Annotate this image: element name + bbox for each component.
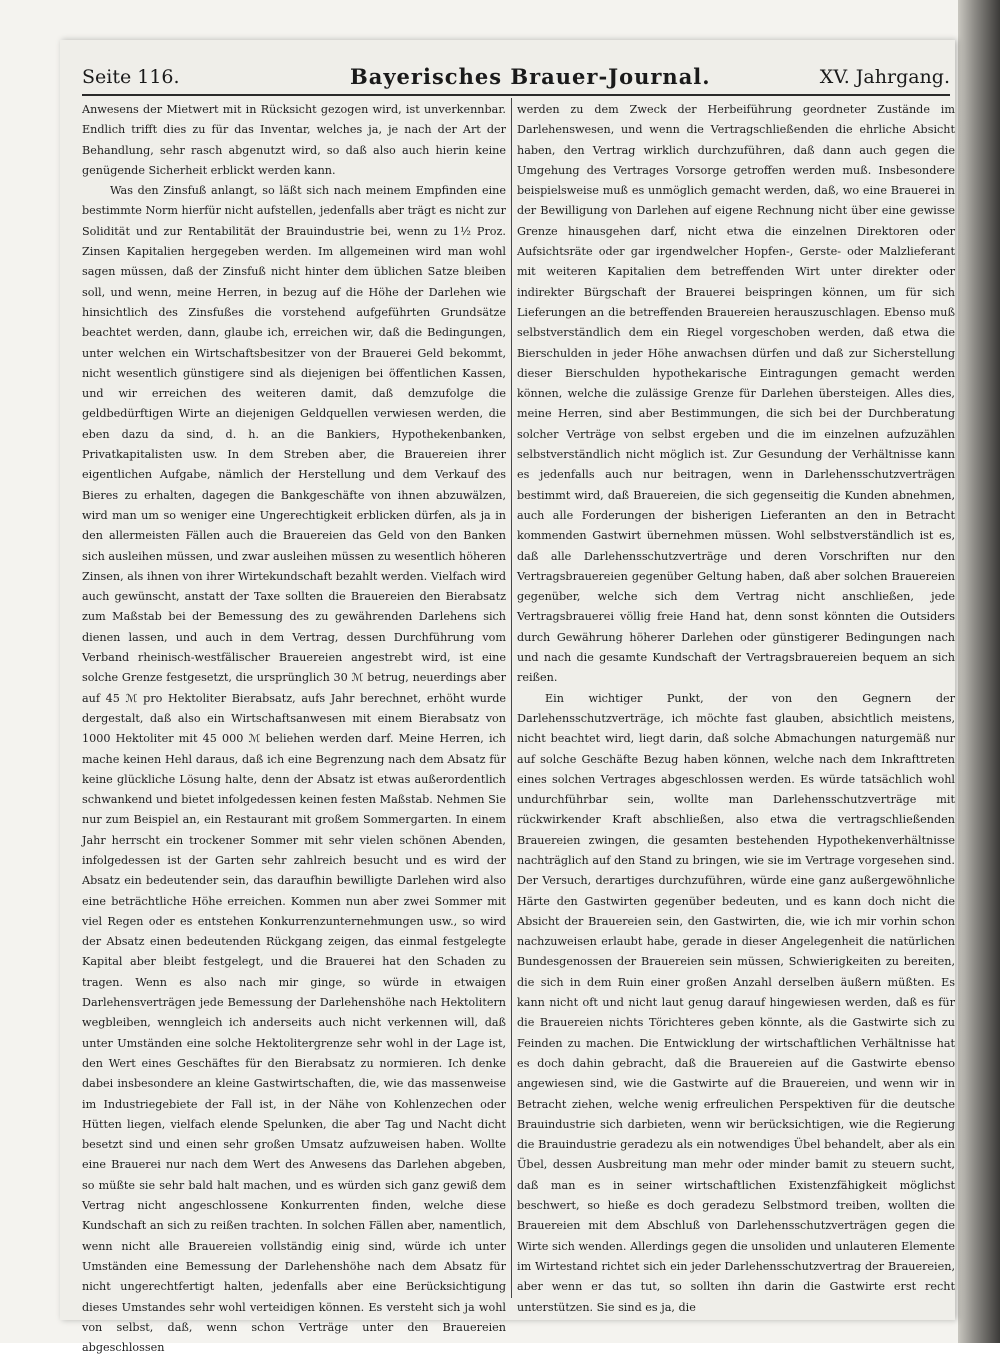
journal-title: Bayerisches Brauer-Journal.: [350, 64, 711, 89]
scan-edge-shadow: [958, 0, 1000, 1343]
right-paragraph-2: Ein wichtiger Punkt, der von den Gegnern der Darlehensschutzverträge, ich möchte fast glauben, absichtlich meistens, nicht beachtet wird, liegt darin, daß solche Abmachungen naturgemäß nur auf solche Geschäfte Bezug haben können, welche nach dem Inkrafttreten eines solchen Vertrages abgeschlossen werden. Es würde tatsächlich wohl undurchführbar sein, wollte man Darlehensschutzverträge mit rückwirkender Kraft abschließen, also etwa die vertragschließenden Brauereien zwingen, die gesamten bestehenden Hypothekenverhältnisse nachträglich auf den Stand zu bringen, wie sie im Vertrage vorgesehen sind. Der Versuch, derartiges durchzuführen, würde eine ganz außergewöhnliche Härte den Gastwirten gegenüber bedeuten, und es kann doch nicht die Absicht der Brauereien sein, den Gastwirten, die, wie ich mir vorhin schon nachzuweisen erlaubt habe, gerade in dieser Angelegenheit die natürlichen Bundesgenossen der Brauereien sein müssen, Schwierigkeiten zu bereiten, die sich in dem Ruin einer großen Anzahl derselben äußern müßten. Es kann nicht oft und nicht laut genug darauf hingewiesen werden, daß es für die Brauereien nichts Törichteres geben könnte, als die Gastwirte sich zu Feinden zu machen. Die Entwicklung der wirtschaftlichen Verhältnisse hat es doch dahin gebracht, daß die Brauereien auf die Gastwirte ebenso angewiesen sind, wie die Gastwirte auf die Brauereien, und wenn wir in Betracht ziehen, welche wenig erfreulichen Perspektiven für die deutsche Brauindustrie sich darbieten, wenn wir berücksichtigen, wie die Regierung die Brauindustrie geradezu als ein notwendiges Übel behandelt, aber als ein Übel, dessen Ausbreitung man mehr oder minder bamit zu steuern sucht, daß man es in seiner wirtschaftlichen Existenzfähigkeit möglichst beschwert, so hieße es doch geradezu Selbstmord treiben, wollten die Brauereien mit dem Abschluß von Darlehensschutzverträgen gegen die Wirte sich wenden. Allerdings gegen die unsoliden und unlauteren Elemente im Wirtestand richtet sich ein jeder Darlehensschutzvertrag der Brauereien, aber wenn er das tut, so sollten ihn darin die Gastwirte erst recht unterstützen. Sie sind es ja, die: [517, 691, 955, 1314]
left-paragraph-1: Anwesens der Mietwert mit in Rücksicht gezogen wird, ist unverkennbar. Endlich trifft dies zu für das Inventar, welches ja, je nach der Art der Behandlung, sehr rasch abgenutzt wird, so daß also auch hierin keine genügende Sicherheit erblickt werden kann.: [82, 103, 506, 177]
right-paragraph-1: werden zu dem Zweck der Herbeiführung geordneter Zustände im Darlehenswesen, und wenn die Vertragschließenden die ehrliche Absicht haben, den Vertrag wirklich durchzuführen, daß dann auch gegen die Umgehung des Vertrages Vorsorge getroffen werden muß. Insbesondere beispielsweise muß es unmöglich gemacht werden, daß, wo eine Brauerei in der Bewilligung von Darlehen auf eigene Rechnung nicht über eine gewisse Grenze hinausgehen darf, nicht etwa die einzelnen Direktoren oder Aufsichtsräte oder gar irgendwelcher Hopfen-, Gerste- oder Malzlieferant mit weiteren Kapitalien dem betreffenden Wirt unter direkter oder indirekter Bürgschaft der Brauerei beispringen können, um für sich Lieferungen an die betreffenden Brauereien herauszuschlagen. Ebenso muß selbstverständlich dem ein Riegel vorgeschoben werden, daß etwa die Bierschulden in jeder Höhe anwachsen dürfen und daß zur Sicherstellung dieser Bierschulden hypothekarische Eintragungen gemacht werden können, welche die zulässige Grenze für Darlehen übersteigen. Alles dies, meine Herren, sind aber Bestimmungen, die sich bei der Durchberatung solcher Verträge von selbst ergeben und die im einzelnen aufzuzählen selbstverständlich nicht möglich ist. Zur Gesundung der Verhältnisse kann es jedenfalls auch nur beitragen, wenn in Darlehensschutzverträgen bestimmt wird, daß Brauereien, die sich gegenseitig die Kunden abnehmen, auch alle Forderungen der bisherigen Lieferanten an den in Betracht kommenden Gastwirt übernehmen müssen. Wohl selbstverständlich ist es, daß alle Darlehensschutzverträge und deren Vorschriften nur den Vertragsbrauereien gegenüber Geltung haben, daß aber solchen Brauereien gegenüber, welche sich dem Vertrag nicht anschließen, jede Vertragsbrauerei völlig freie Hand hat, denn sonst könnten die Outsiders durch Gewährung höherer Darlehen oder günstigerer Bedingungen nach und nach die gesamte Kundschaft der Vertragsbrauereien bequem an sich reißen.: [517, 103, 955, 685]
right-column: [517, 100, 955, 1314]
left-column: [82, 100, 506, 1355]
page-number: Seite 116.: [82, 66, 180, 88]
left-paragraph-2: Was den Zinsfuß anlangt, so läßt sich nach meinem Empfinden eine bestimmte Norm hierfür nicht aufstellen, jedenfalls aber trägt es nicht zur Solidität und zur Rentabilität der Brauindustrie bei, wenn zu 1½ Proz. Zinsen Kapitalien hergegeben werden. Im allgemeinen wird man wohl sagen müssen, daß der Zinsfuß nicht hinter dem üblichen Satze bleiben soll, und wenn, meine Herren, in bezug auf die Höhe der Darlehen wie hinsichtlich des Zinsfußes die vorstehend aufgeführten Grundsätze beachtet werden, dann, glaube ich, erreichen wir, daß die Bedingungen, unter welchen ein Wirtschaftsbesitzer von der Brauerei Geld bekommt, nicht wesentlich günstigere sind als diejenigen bei öffentlichen Kassen, und wir erreichen des weiteren damit, daß demzufolge die geldbedürftigen Wirte an diejenigen Geldquellen verwiesen werden, die eben dazu da sind, d. h. an die Bankiers, Hypothekenbanken, Privatkapitalisten usw. In dem Streben aber, die Brauereien ihrer eigentlichen Aufgabe, nämlich der Herstellung und dem Verkauf des Bieres zu erhalten, dagegen die Bankgeschäfte von ihnen abzuwälzen, wird man um so weniger eine Ungerechtigkeit erblicken dürfen, als ja in den allermeisten Fällen auch die Brauereien das Geld von den Banken sich ausleihen müssen, und zwar ausleihen müssen zu wesentlich höheren Zinsen, als ihnen von ihrer Wirtekundschaft bezahlt werden. Vielfach wird auch gewünscht, anstatt der Taxe sollten die Brauereien den Bierabsatz zum Maßstab bei der Bemessung des zu gewährenden Darlehens sich dienen lassen, und auch in dem Vertrag, dessen Durchführung vom Verband rheinisch-westfälischer Brauereien angestrebt wird, ist eine solche Grenze festgesetzt, die ursprünglich 30 ℳ betrug, neuerdings aber auf 45 ℳ pro Hektoliter Bierabsatz, aufs Jahr berechnet, erhöht wurde dergestalt, daß also ein Wirtschaftsanwesen mit einem Bierabsatz von 1000 Hektoliter mit 45 000 ℳ beliehen werden darf. Meine Herren, ich mache keinen Hehl daraus, daß ich eine Begrenzung nach dem Absatz für keine glückliche Lösung halte, denn der Absatz ist etwas außerordentlich schwankend und bietet infolgedessen keinen festen Maßstab. Nehmen Sie nur zum Beispiel an, ein Restaurant mit großem Sommergarten. In einem Jahr herrscht ein trockener Sommer mit sehr vielen schönen Abenden, infolgedessen ist der Garten sehr zahlreich besucht und es wird der Absatz ein bedeutender sein, das daraufhin bewilligte Darlehen wird also eine beträchtliche Höhe erreichen. Kommen nun aber zwei Sommer mit viel Regen oder es entstehen Konkurrenzunternehmungen usw., so wird der Absatz einen bedeutenden Rückgang zeigen, das einmal festgelegte Kapital aber bleibt festgelegt, und die Brauerei hat den Schaden zu tragen. Wenn es also nach mir ginge, so würde in etwaigen Darlehensverträgen jede Bemessung der Darlehenshöhe nach Hektolitern wegbleiben, wenngleich ich anderseits auch nicht verkennen will, daß unter Umständen eine solche Hektolitergrenze sehr wohl in der Lage ist, den Wert eines Geschäftes für den Bierabsatz zu normieren. Ich denke dabei insbesondere an kleine Gastwirtschaften, die, wie das massenweise im Industriegebiete der Fall ist, in der Nähe von Kohlenzechen oder Hütten liegen, vielfach elende Spelunken, die aber Tag und Nacht dicht besetzt sind und einen sehr großen Umsatz aufzuweisen haben. Wollte eine Brauerei nur nach dem Wert des Anwesens das Darlehen abgeben, so müßte sie sehr bald halt machen, und es würden sich ganz gewiß dem Vertrag nicht angeschlossene Konkurrenten finden, welche diese Kundschaft an sich zu reißen trachten. In solchen Fällen aber, namentlich, wenn nicht alle Brauereien vollständig einig sind, würde ich unter Umständen eine Bemessung der Darlehenshöhe nach dem Absatz für nicht ungerechtfertigt halten, jedenfalls aber eine Berücksichtigung dieses Umstandes sehr wohl verteidigen können. Es versteht sich ja wohl von selbst, daß, wenn schon Verträge unter den Brauereien abgeschlossen: [82, 184, 506, 1355]
volume-label: XV. Jahrgang.: [819, 66, 950, 88]
page-header: [82, 64, 950, 94]
column-divider: [511, 98, 512, 1298]
header-rule: [82, 94, 950, 96]
